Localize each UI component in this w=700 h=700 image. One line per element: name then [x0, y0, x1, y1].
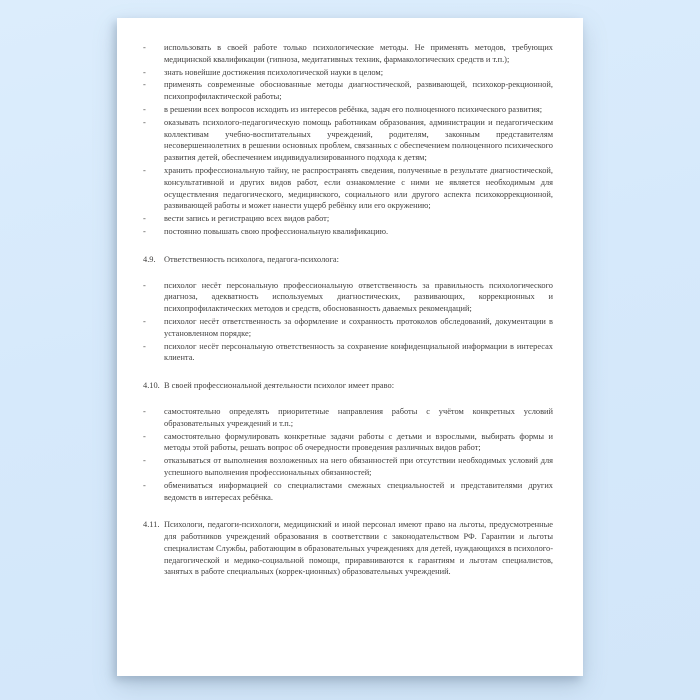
list-item	[143, 213, 553, 225]
list-item-dash: -	[143, 214, 146, 224]
list-item-dash: -	[143, 480, 146, 490]
list-item-text: применять современные обоснованные методы диагностической, развивающей, психокор-рекционной, психопрофилактической работы;	[164, 80, 553, 102]
list-item	[143, 455, 553, 479]
list-item-dash: -	[143, 280, 146, 290]
list-item-text: вести запись и регистрацию всех видов работ;	[164, 214, 330, 224]
list-item	[143, 316, 553, 340]
section-number: 4.11.	[143, 520, 160, 530]
section-text: В своей профессиональной деятельности психолог имеет право:	[164, 381, 395, 391]
list-item	[143, 104, 553, 116]
list-item	[143, 117, 553, 164]
list-item-dash: -	[143, 165, 146, 175]
list-item-text: самостоятельно формулировать конкретные задачи работы с детьми и взрослыми, выбирать формы и методы этой работы, решать вопрос об очередности проведения различных видов работ;	[164, 431, 553, 453]
list-item-text: психолог несёт персональную ответственность за сохранение конфиденциальной информации в интересах клиента.	[164, 341, 553, 363]
list-item-text: отказываться от выполнения возложенных на него обязанностей при отсутствии необходимых условий для успешного выполнения профессиональных обязанностей;	[164, 456, 553, 477]
section-number: 4.10.	[143, 381, 160, 391]
section-text: Ответственность психолога, педагога-психолога:	[164, 254, 339, 264]
list-item-dash: -	[143, 80, 146, 90]
list-item-dash: -	[143, 316, 146, 326]
list-item-dash: -	[143, 456, 146, 466]
section-number: 4.9.	[143, 254, 156, 264]
section-heading	[143, 254, 553, 266]
list-item-text: самостоятельно определять приоритетные направления работы с учётом конкретных условий образовательных учреждений и т.п.;	[164, 406, 553, 428]
list-item-dash: -	[143, 43, 146, 52]
list-item	[143, 480, 553, 504]
list-item-dash: -	[143, 341, 146, 351]
list-item-text: оказывать психолого-педагогическую помощь работникам образования, администрации и педагогическим коллективам учебно-воспитательных учреждений, родителям, законным представителям несовершеннолетних в решении основных проблем, связанных с обеспечением полноценного психического развития детей, обеспечением индивидуализированного подхода к детям;	[164, 117, 553, 163]
list-item-text: психолог несёт ответственность за оформление и сохранность протоколов обследований, документации в установленном порядке;	[164, 316, 553, 338]
list-item	[143, 226, 553, 238]
section-heading	[143, 380, 553, 392]
list-item-text: постоянно повышать свою профессиональную квалификацию.	[164, 226, 389, 236]
list-item-dash: -	[143, 226, 146, 236]
list-item-dash: -	[143, 104, 146, 114]
list-item-text: хранить профессиональную тайну, не распространять сведения, полученные в результате диагностической, консультативной и других видов работ, если ознакомление с ними не является необходимым для осуществления педагогического, медицинского, социального или другого аспекта психокоррекционной, развивающей работы и может нанести ущерб ребёнку или его окружению;	[164, 165, 553, 211]
list-item-text: психолог несёт персональную профессиональную ответственность за правильность психологического диагноза, адекватность используемых диагностических, развивающих, коррекционных и психопрофилактических методов и средств, обоснованность даваемых рекомендаций;	[164, 280, 553, 314]
list-item	[143, 67, 553, 79]
list-item	[143, 165, 553, 212]
list-item	[143, 280, 553, 315]
list-item	[143, 341, 553, 365]
list-item-dash: -	[143, 117, 146, 127]
section-text: Психологи, педагоги-психологи, медицинский и иной персонал имеют право на льготы, предусмотренные для работников учреждений образования в соответствии с законодательством РФ. Гарантии и льготы специалистам Службы, работающим в образовательных учреждениях для детей, нуждающихся в психолого-педагогической и медико-социальной помощи, приравниваются к гарантиям и льготам специалистов, занятых в работе специальных (коррек-ционных) образовательных учреждений.	[164, 520, 553, 577]
document-content	[143, 42, 553, 578]
list-item-dash: -	[143, 406, 146, 416]
list-item	[143, 406, 553, 430]
list-item-text: использовать в своей работе только психологические методы. Не применять методов, требующих медицинской квалификации (гипноза, медитативных техник, фармакологических средств и т.п.);	[164, 43, 553, 64]
list-item-text: знать новейшие достижения психологической науки в целом;	[164, 67, 384, 77]
list-item-text: обмениваться информацией со специалистами смежных специальностей и представителями других ведомств в интересах ребёнка.	[164, 480, 553, 502]
list-item	[143, 42, 553, 66]
list-item-dash: -	[143, 67, 146, 77]
list-item-text: в решении всех вопросов исходить из интересов ребёнка, задач его полноценного психического развития;	[164, 104, 543, 114]
list-item-dash: -	[143, 431, 146, 441]
list-item	[143, 431, 553, 455]
list-item	[143, 79, 553, 103]
section-heading	[143, 519, 553, 578]
document-page	[117, 18, 583, 676]
